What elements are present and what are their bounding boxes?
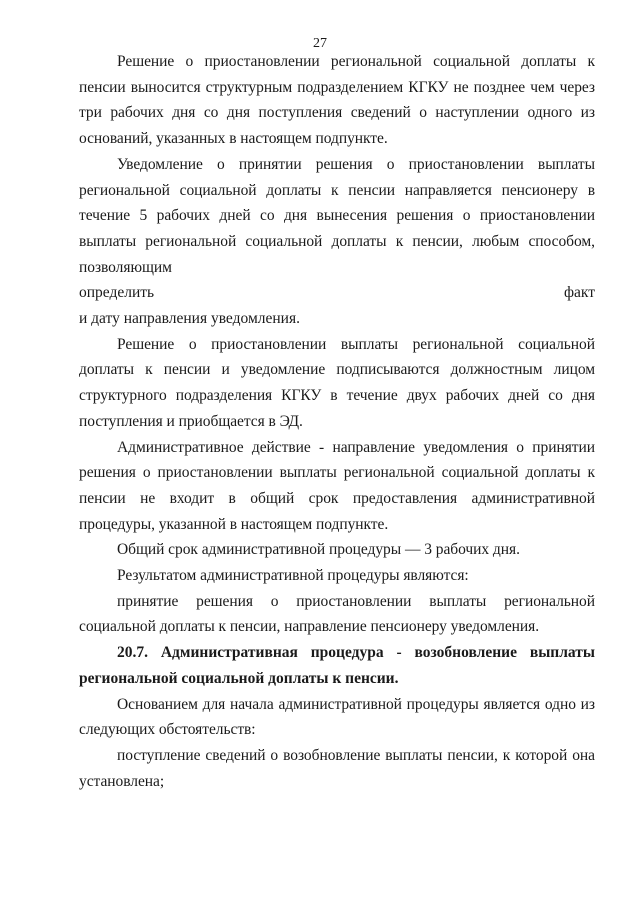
paragraph-ground-item: поступление сведений о возобновление выплаты пенсии, к которой она установлена;	[79, 746, 595, 790]
document-body	[79, 49, 595, 794]
section-heading-20-7: 20.7. Административная процедура - возобновление выплаты региональной социальной доплаты к пенсии.	[79, 644, 595, 687]
page-number: 27	[313, 36, 327, 51]
paragraph-notification-spread-line	[79, 280, 595, 306]
paragraph-grounds-intro: Основанием для начала административной процедуры является одно из следующих обстоятельств:	[79, 695, 595, 739]
paragraph-signing: Решение о приостановлении выплаты региональной социальной доплаты к пенсии и уведомление подписываются должностным лицом структурного подразделения КГКУ в течение двух рабочих дней со дня поступления и приобщается в ЭД.	[79, 335, 595, 430]
paragraph-result-intro: Результатом административной процедуры являются:	[117, 567, 469, 585]
paragraph-total-term: Общий срок административной процедуры — 3 рабочих дня.	[117, 541, 520, 559]
paragraph-suspension-decision: Решение о приостановлении региональной социальной доплаты к пенсии выносится структурным подразделением КГКУ не позднее чем через три рабочих дня со дня поступления сведений о наступлении одного из оснований, указанных в настоящем подпункте.	[79, 53, 595, 148]
spread-word-left: определить	[79, 284, 155, 302]
spread-word-right: факт	[563, 284, 595, 302]
paragraph-notification-last-line: и дату направления уведомления.	[79, 310, 300, 328]
paragraph-administrative-action: Административное действие - направление уведомления о принятии решения о приостановлении выплаты региональной социальной доплаты к пенсии не входит в общий срок предоставления административной процедуры, указанной в настоящем подпункте.	[79, 438, 595, 533]
paragraph-notification: Уведомление о принятии решения о приостановлении выплаты региональной социальной доплаты к пенсии направляется пенсионеру в течение 5 рабочих дней со дня вынесения решения о приостановлении выплаты региональной социальной доплаты к пенсии, любым способом, позволяющим	[79, 155, 595, 276]
paragraph-result: принятие решения о приостановлении выплаты региональной социальной доплаты к пенсии, направление пенсионеру уведомления.	[79, 592, 595, 636]
